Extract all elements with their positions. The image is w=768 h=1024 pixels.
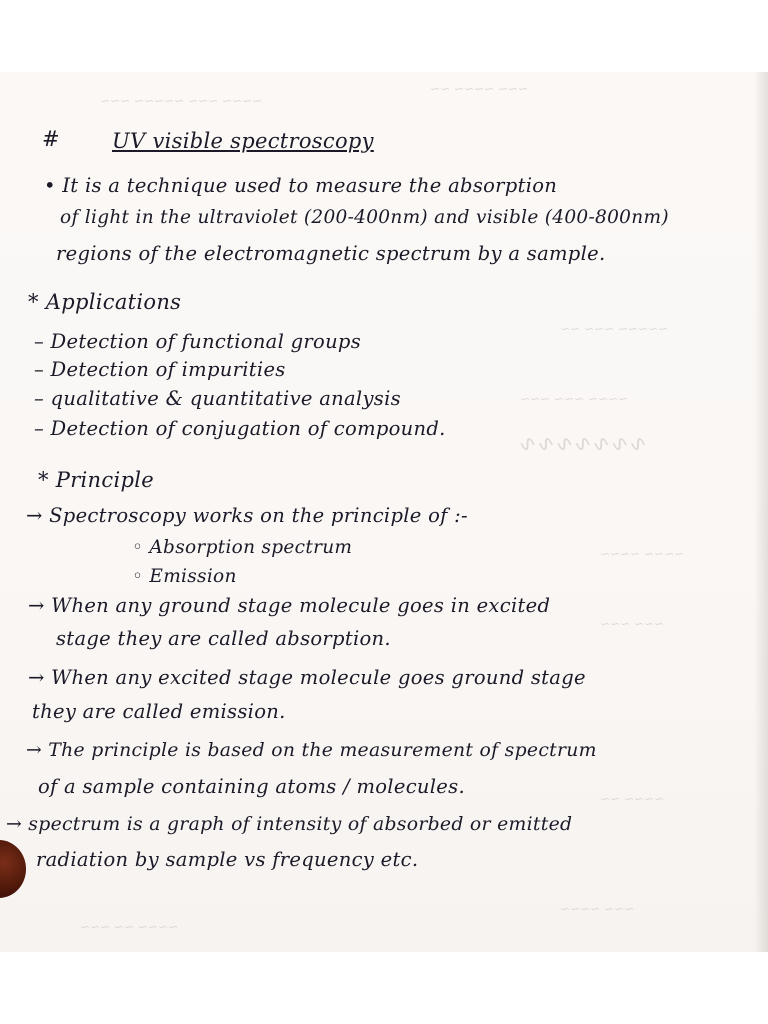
- bleed-through-mark: ∿∿∿∿∿∿∿: [520, 432, 650, 457]
- bleed-through-mark: ~~~~ ~~: [600, 792, 665, 806]
- principle-line: stage they are called absorption.: [56, 627, 391, 650]
- applications-heading: * Applications: [28, 290, 182, 314]
- notebook-page: [0, 72, 768, 952]
- intro-line: • It is a technique used to measure the absorption: [44, 174, 558, 197]
- bleed-through-mark: ~~~ ~~~~: [560, 902, 635, 916]
- intro-line: of light in the ultraviolet (200-400nm) and visible (400-800nm): [60, 207, 669, 228]
- application-item: – Detection of conjugation of compound.: [34, 417, 446, 440]
- bleed-through-mark: ~~~~ ~~ ~~~: [80, 920, 179, 934]
- principle-line: radiation by sample vs frequency etc.: [36, 848, 419, 871]
- principle-line: they are called emission.: [32, 700, 286, 723]
- application-item: – Detection of functional groups: [34, 330, 362, 353]
- title-marker: #: [42, 127, 60, 151]
- principle-subitem: ◦ Absorption spectrum: [132, 537, 353, 558]
- intro-line: regions of the electromagnetic spectrum by a sample.: [56, 242, 606, 265]
- principle-heading: * Principle: [38, 468, 154, 492]
- principle-line: → Spectroscopy works on the principle of :-: [26, 504, 468, 527]
- bleed-through-mark: ~~~~ ~~~~: [600, 547, 685, 561]
- bleed-through-mark: ~~~ ~~~~ ~~: [430, 82, 529, 96]
- bleed-through-mark: ~~~~ ~~~ ~~~~~ ~~~: [100, 94, 263, 108]
- bleed-through-mark: ~~~ ~~~: [600, 617, 665, 631]
- bleed-through-mark: ~~~~~ ~~~ ~~: [560, 322, 669, 336]
- principle-line: → The principle is based on the measurement of spectrum: [26, 740, 597, 761]
- principle-line: → When any ground stage molecule goes in excited: [28, 594, 551, 617]
- application-item: – qualitative & quantitative analysis: [34, 387, 401, 410]
- principle-subitem: ◦ Emission: [132, 566, 237, 587]
- page-title: UV visible spectroscopy: [112, 129, 374, 153]
- application-item: – Detection of impurities: [34, 358, 286, 381]
- principle-line: of a sample containing atoms / molecules.: [38, 775, 465, 798]
- principle-line: → spectrum is a graph of intensity of absorbed or emitted: [6, 814, 573, 835]
- bleed-through-mark: ~~~~ ~~~ ~~~: [520, 392, 629, 406]
- principle-line: → When any excited stage molecule goes ground stage: [28, 666, 586, 689]
